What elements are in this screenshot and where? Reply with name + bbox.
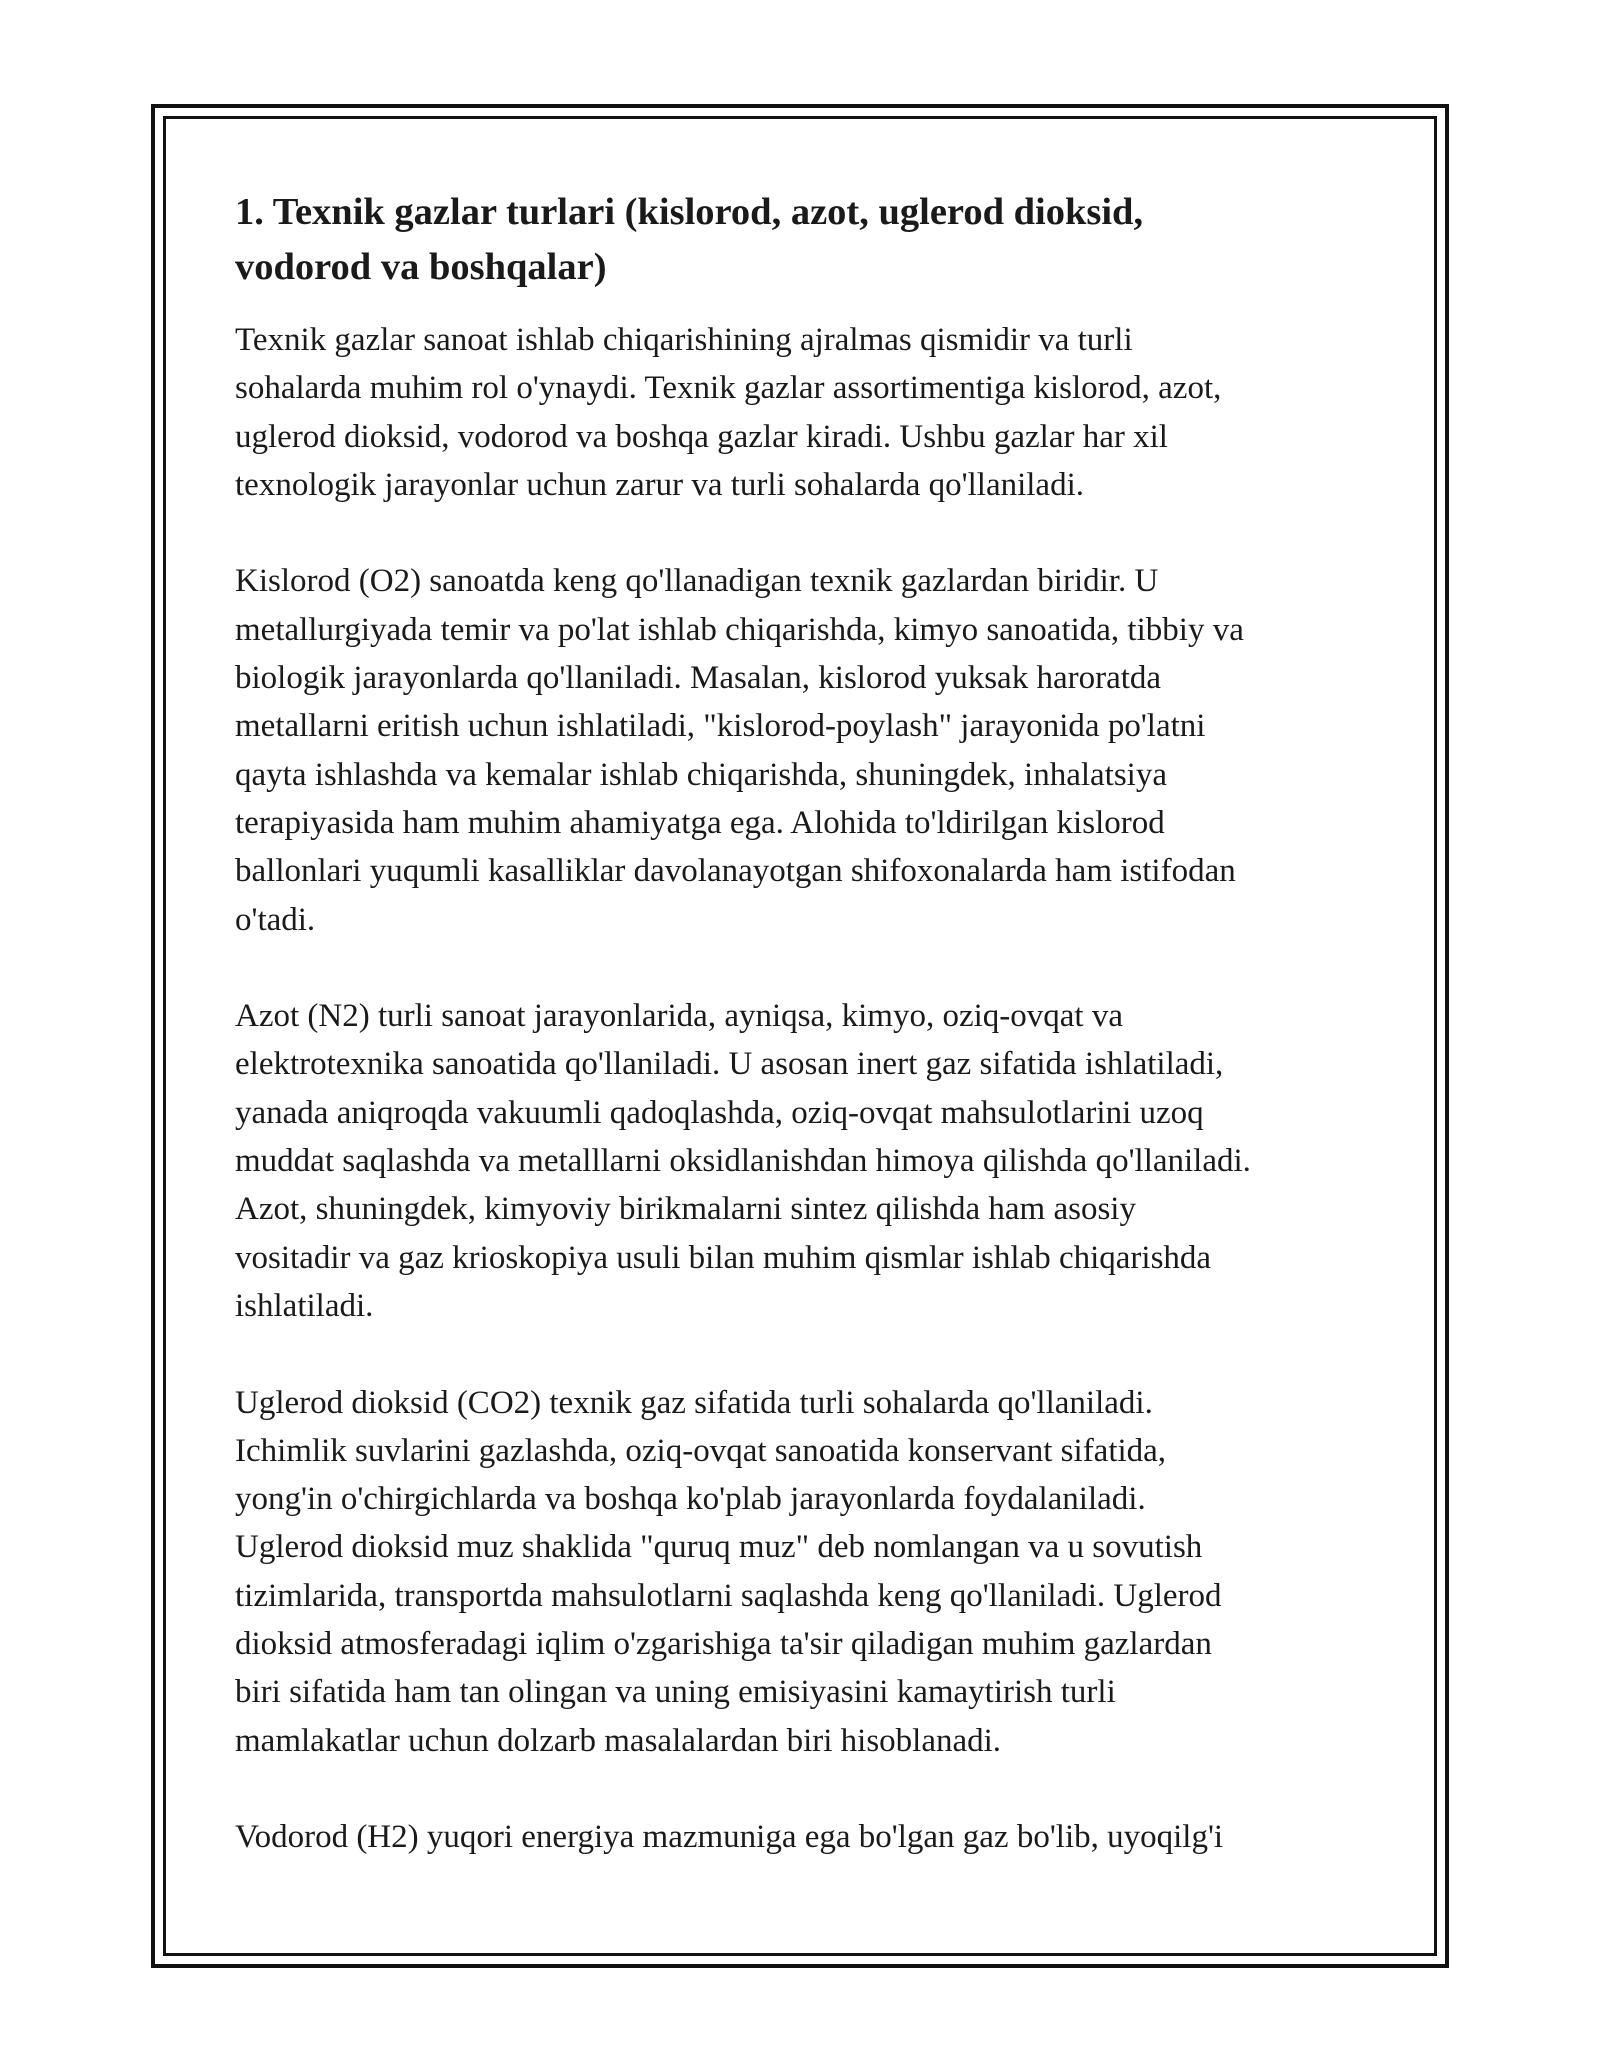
- text-line: yong'in o'chirgichlarda va boshqa ko'plab jarayonlarda foydalaniladi.: [235, 1481, 1146, 1518]
- text-line: biologik jarayonlarda qo'llaniladi. Masalan, kislorod yuksak haroratda: [235, 660, 1162, 697]
- text-line: mamlakatlar uchun dolzarb masalalardan biri hisoblanadi.: [235, 1722, 1002, 1759]
- paragraph-intro: [235, 316, 1370, 509]
- text-line: o'tadi.: [235, 901, 316, 938]
- text-line: metallurgiyada temir va po'lat ishlab chiqarishda, kimyo sanoatida, tibbiy va: [235, 611, 1244, 648]
- paragraph-hydrogen: [235, 1813, 1370, 1861]
- text-line: yanada aniqroqda vakuumli qadoqlashda, oziq-ovqat mahsulotlarini uzoq: [235, 1094, 1204, 1131]
- text-line: tizimlarida, transportda mahsulotlarni saqlashda keng qo'llaniladi. Uglerod: [235, 1577, 1222, 1614]
- paragraph-nitrogen: [235, 992, 1370, 1330]
- text-line: qayta ishlashda va kemalar ishlab chiqarishda, shuningdek, inhalatsiya: [235, 756, 1167, 793]
- text-line: Uglerod dioksid muz shaklida "quruq muz" deb nomlangan va u sovutish: [235, 1529, 1203, 1566]
- text-line: sohalarda muhim rol o'ynaydi. Texnik gazlar assortimentiga kislorod, azot,: [235, 370, 1222, 407]
- text-line: Vodorod (H2) yuqori energiya mazmuniga ega bo'lgan gaz bo'lib, uyoqilg'i: [235, 1819, 1224, 1856]
- text-line: Kislorod (O2) sanoatda keng qo'llanadigan texnik gazlardan biridir. U: [235, 563, 1159, 600]
- paragraph-oxygen: [235, 557, 1370, 943]
- text-line: texnologik jarayonlar uchun zarur va turli sohalarda qo'llaniladi.: [235, 466, 1084, 503]
- text-line: Azot (N2) turli sanoat jarayonlarida, ayniqsa, kimyo, oziq-ovqat va: [235, 998, 1123, 1035]
- text-line: uglerod dioksid, vodorod va boshqa gazlar kiradi. Ushbu gazlar har xil: [235, 418, 1168, 455]
- text-line: ballonlari yuqumli kasalliklar davolanayotgan shifoxonalarda ham istifodan: [235, 853, 1236, 890]
- text-line: elektrotexnika sanoatida qo'llaniladi. U asosan inert gaz sifatida ishlatiladi,: [235, 1046, 1224, 1083]
- text-line: terapiyasida ham muhim ahamiyatga ega. Alohida to'ldirilgan kislorod: [235, 804, 1165, 841]
- text-line: dioksid atmosferadagi iqlim o'zgarishiga ta'sir qiladigan muhim gazlardan: [235, 1626, 1212, 1663]
- text-line: metallarni eritish uchun ishlatiladi, "kislorod-poylash" jarayonida po'latni: [235, 708, 1206, 745]
- text-line: Ichimlik suvlarini gazlashda, oziq-ovqat sanoatida konservant sifatida,: [235, 1432, 1167, 1469]
- heading-line: 1. Texnik gazlar turlari (kislorod, azot, uglerod dioksid,: [235, 191, 1144, 233]
- text-line: ishlatiladi.: [235, 1287, 374, 1324]
- section-heading: [235, 185, 1370, 295]
- paragraph-carbon-dioxide: [235, 1379, 1370, 1765]
- text-line: muddat saqlashda va metalllarni oksidlanishdan himoya qilishda qo'llaniladi.: [235, 1143, 1251, 1180]
- text-line: Texnik gazlar sanoat ishlab chiqarishining ajralmas qismidir va turli: [235, 322, 1133, 358]
- text-line: Azot, shuningdek, kimyoviy birikmalarni sintez qilishda ham asosiy: [235, 1191, 1136, 1228]
- text-line: vositadir va gaz krioskopiya usuli bilan muhim qismlar ishlab chiqarishda: [235, 1239, 1212, 1276]
- text-line: Uglerod dioksid (CO2) texnik gaz sifatida turli sohalarda qo'llaniladi.: [235, 1384, 1153, 1421]
- text-line: biri sifatida ham tan olingan va uning emisiyasini kamaytirish turli: [235, 1674, 1116, 1711]
- document-body: [235, 185, 1370, 1862]
- heading-line: vodorod va boshqalar): [235, 246, 607, 288]
